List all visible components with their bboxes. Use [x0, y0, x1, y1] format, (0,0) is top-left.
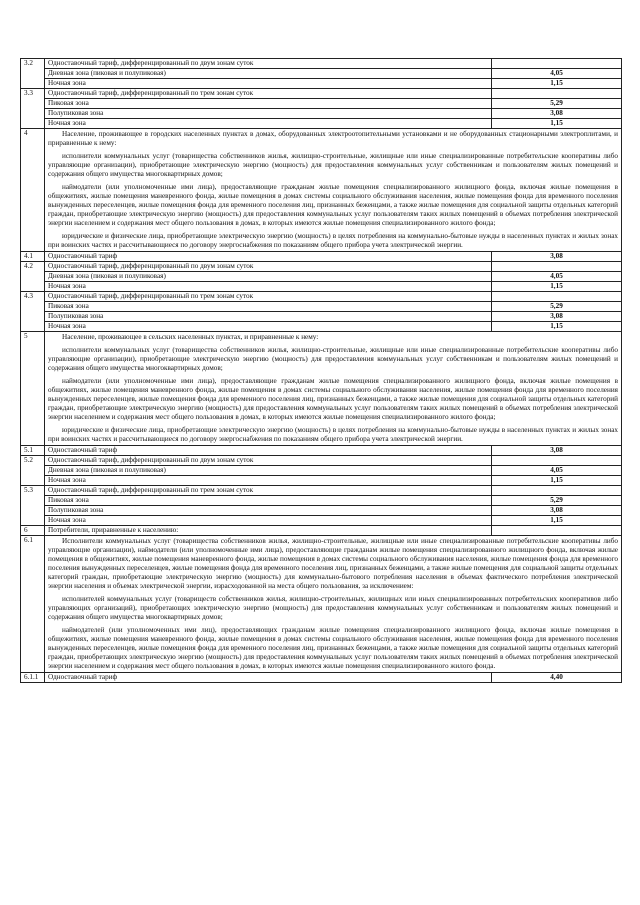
table-row: [21, 89, 622, 99]
row-value: 1,15: [492, 476, 622, 486]
table-row: [21, 456, 622, 466]
row-value: [492, 89, 622, 99]
table-row: [21, 312, 622, 322]
table-row: [21, 79, 622, 89]
row-description: Полупиковая зона: [45, 109, 492, 119]
row-description: Одноставочный тариф: [45, 446, 492, 456]
row-description: Одноставочный тариф, дифференцированный по двум зонам суток: [45, 59, 492, 69]
row-value: 4,40: [492, 673, 622, 683]
table-row: [21, 282, 622, 292]
table-row: [21, 99, 622, 109]
paragraph: исполнители коммунальных услуг (товарищества собственников жилья, жилищно-строительные, жилищные или иные специализированные потребительские кооперативы либо управляющие организации), приобретающие электрическую энергию (мощность) для предоставления коммунальных услуг собственникам и пользователям жилых помещений и содержания общего имущества многоквартирных домов;: [48, 346, 618, 372]
row-number: 4.1: [21, 252, 45, 262]
row-description: Одноставочный тариф, дифференцированный по трем зонам суток: [45, 486, 492, 496]
row-value: 4,05: [492, 69, 622, 79]
table-row: [21, 486, 622, 496]
table-row: [21, 332, 622, 446]
paragraph: исполнителей коммунальных услуг (товариществ собственников жилья, жилищно-строительных, жилищных или иных специализированных потребительских кооперативов либо управляющих организаций), приобретающих электрическую энергию (мощность) для предоставления коммунальных услуг собственникам и пользователям жилых помещений и содержания общего имущества многоквартирных домов;: [48, 595, 618, 621]
table-row: [21, 272, 622, 282]
row-value: 1,15: [492, 79, 622, 89]
row-value: 4,05: [492, 466, 622, 476]
row-number: 5.1: [21, 446, 45, 456]
row-description: Дневная зона (пиковая и полупиковая): [45, 466, 492, 476]
row-value: 1,15: [492, 119, 622, 129]
table-row: [21, 673, 622, 683]
table-row: [21, 69, 622, 79]
row-value: 3,08: [492, 109, 622, 119]
table-row: [21, 129, 622, 252]
row-value: 3,08: [492, 446, 622, 456]
row-value: [492, 486, 622, 496]
table-row: [21, 262, 622, 272]
row-description: Одноставочный тариф: [45, 673, 492, 683]
row-number: 4: [21, 129, 45, 252]
row-value: 3,08: [492, 252, 622, 262]
row-number: 4.3: [21, 292, 45, 332]
row-number: 6: [21, 526, 45, 536]
row-description: Ночная зона: [45, 79, 492, 89]
row-description: Ночная зона: [45, 476, 492, 486]
table-row: [21, 292, 622, 302]
row-value: 3,08: [492, 312, 622, 322]
row-description: Ночная зона: [45, 282, 492, 292]
table-row: [21, 496, 622, 506]
paragraph: исполнители коммунальных услуг (товарищества собственников жилья, жилищно-строительные, жилищные или иные специализированные потребительские кооперативы либо управляющие организации), приобретающие электрическую энергию (мощность) для предоставления коммунальных услуг собственникам и пользователям жилых помещений и содержания общего имущества многоквартирных домов;: [48, 152, 618, 178]
row-number: 5.3: [21, 486, 45, 526]
table-row: [21, 506, 622, 516]
row-description: Дневная зона (пиковая и полупиковая): [45, 272, 492, 282]
paragraph: наймодатели (или уполномоченные ими лица), предоставляющие гражданам жилые помещения специализированного жилищного фонда, включая жилые помещения в общежитиях, жилые помещения маневренного фонда, жилые помещения в домах системы социального обслуживания населения, жилые помещения фонда для временного поселения вынужденных переселенцев, жилые помещения фонда для временного поселения лиц, признанных беженцами, а также жилые помещения для социальной защиты отдельных категорий граждан, приобретающие электрическую энергию (мощность) для предоставления коммунальных услуг пользователям таких жилых помещений в объемах потребления электрической энергии населением и содержания мест общего пользования в домах, в которых имеются жилые помещения специализированного жилого фонда;: [48, 377, 618, 421]
table-row: [21, 109, 622, 119]
row-number: 5: [21, 332, 45, 446]
table-row: [21, 526, 622, 536]
row-description: Пиковая зона: [45, 496, 492, 506]
section-text: [45, 332, 622, 446]
table-row: [21, 119, 622, 129]
paragraph: юридические и физические лица, приобретающие электрическую энергию (мощность) в целях потребления на коммунально-бытовые нужды в населенных пунктах и жилых зонах при воинских частях и рассчитывающиеся по договору энергоснабжения по показаниям общего прибора учета электрической энергии.: [48, 426, 618, 443]
row-value: 5,29: [492, 496, 622, 506]
paragraph: Население, проживающее в сельских населенных пунктах, и приравненные к нему:: [62, 333, 319, 341]
row-description: Полупиковая зона: [45, 312, 492, 322]
paragraph: юридические и физические лица, приобретающие электрическую энергию (мощность) в целях потребления на коммунально-бытовые нужды в населенных пунктах и жилых зонах при воинских частях и рассчитывающиеся по договору энергоснабжения по показаниям общего прибора учета электрической энергии.: [48, 232, 618, 249]
paragraph: Население, проживающее в городских населенных пунктах в домах, оборудованных электроотопительными установками и не оборудованных стационарными электроплитами, и приравненные к нему:: [48, 130, 618, 147]
row-description: Ночная зона: [45, 119, 492, 129]
row-value: 5,29: [492, 302, 622, 312]
row-number: 3.3: [21, 89, 45, 129]
paragraph: Исполнители коммунальных услуг (товарищества собственников жилья, жилищно-строительные, жилищные или иные специализированные потребительские кооперативы либо управляющие организации), наймодатели (или уполномоченные ими лица), предоставляющие гражданам жилые помещения специализированного жилищного фонда, включая жилые помещения в общежитиях, жилые помещения маневренного фонда, жилые помещения в домах системы социального обслуживания населения, жилые помещения фонда для временного поселения вынужденных переселенцев, жилые помещения фонда для временного поселения лиц, признанных беженцами, а также жилые помещения для социальной защиты отдельных категорий граждан, приобретающие электрическую энергию (мощность) для коммунально-бытового потребления населения в объемах фактического потребления электрической энергии населения и объемах электрической энергии, израсходованной на места общего пользования, за исключением:: [48, 537, 618, 590]
row-value: 4,05: [492, 272, 622, 282]
row-number: 6.1.1: [21, 673, 45, 683]
table-row: [21, 252, 622, 262]
row-number: 4.2: [21, 262, 45, 292]
row-value: [492, 59, 622, 69]
row-description: Одноставочный тариф, дифференцированный по двум зонам суток: [45, 262, 492, 272]
row-description: Дневная зона (пиковая и полупиковая): [45, 69, 492, 79]
row-description: Пиковая зона: [45, 99, 492, 109]
section-text: [45, 129, 622, 252]
row-value: [492, 526, 622, 536]
row-description: Одноставочный тариф, дифференцированный по двум зонам суток: [45, 456, 492, 466]
row-value: 1,15: [492, 322, 622, 332]
row-value: [492, 292, 622, 302]
row-description: Одноставочный тариф, дифференцированный по трем зонам суток: [45, 292, 492, 302]
table-row: [21, 516, 622, 526]
table-row: [21, 59, 622, 69]
row-value: 3,08: [492, 506, 622, 516]
table-row: [21, 302, 622, 312]
row-description: Одноставочный тариф, дифференцированный по трем зонам суток: [45, 89, 492, 99]
paragraph: наймодателей (или уполномоченных ими лиц), предоставляющих гражданам жилые помещения специализированного жилищного фонда, включая жилые помещения в общежитиях, жилые помещения маневренного фонда, жилые помещения в домах системы социального обслуживания населения, жилые помещения фонда для временного поселения вынужденных переселенцев, жилые помещения фонда для временного поселения лиц, признанных беженцами, а также жилые помещения для социальной защиты отдельных категорий граждан, приобретающих электрическую энергию (мощность) для предоставления коммунальных услуг пользователям таких жилых помещений в объемах потребления электрической энергии населением и содержания мест общего пользования в домах, в которых имеются жилые помещения специализированного жилого фонда.: [48, 626, 618, 670]
row-value: [492, 456, 622, 466]
row-number: 5.2: [21, 456, 45, 486]
row-value: [492, 262, 622, 272]
row-value: 5,29: [492, 99, 622, 109]
row-description: Ночная зона: [45, 516, 492, 526]
row-description: Ночная зона: [45, 322, 492, 332]
table-row: [21, 476, 622, 486]
row-value: 1,15: [492, 516, 622, 526]
table-row: [21, 536, 622, 673]
row-number: 3.2: [21, 59, 45, 89]
row-description: Полупиковая зона: [45, 506, 492, 516]
row-number: 6.1: [21, 536, 45, 673]
tariff-table: [20, 58, 622, 683]
row-description: Одноставочный тариф: [45, 252, 492, 262]
table-row: [21, 322, 622, 332]
row-description: Пиковая зона: [45, 302, 492, 312]
table-row: [21, 466, 622, 476]
row-value: 1,15: [492, 282, 622, 292]
section-text: [45, 536, 622, 673]
paragraph: наймодатели (или уполномоченные ими лица), предоставляющие гражданам жилые помещения специализированного жилищного фонда, включая жилые помещения в общежитиях, жилые помещения маневренного фонда, жилые помещения в домах системы социального обслуживания населения, жилые помещения фонда для временного поселения вынужденных переселенцев, жилые помещения фонда для временного поселения лиц, признанных беженцами, а также жилые помещения для социальной защиты отдельных категорий граждан, приобретающие электрическую энергию (мощность) для предоставления коммунальных услуг пользователям таких жилых помещений в объемах потребления электрической энергии населением и содержания мест общего пользования в домах, в которых имеются жилые помещения специализированного жилого фонда;: [48, 183, 618, 227]
row-description: Потребители, приравненные к населению:: [45, 526, 492, 536]
table-row: [21, 446, 622, 456]
